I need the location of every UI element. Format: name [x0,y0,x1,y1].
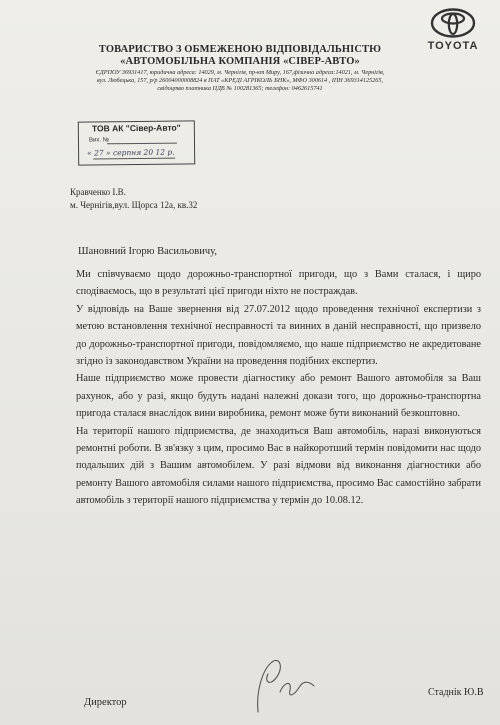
stamp-number-line [107,143,177,145]
requisites-line2: вул. Любецька, 157, р/р 26004000008824 в ПАТ «КРЕДІ АГРІКОЛЬ БНК», МФО 300614 , ІПН 369314125265, [96,77,383,85]
paragraph: Наше підприємство може провести діагностику або ремонт Вашого автомобіля за Ваш рахунок, або у разі, якщо будуть надані належні докази того, що дорожньо-транспортна пригода сталася внаслідок вини виробника, ремонт може бути виконаний безкоштовно. [76,373,481,420]
registration-stamp [78,120,195,165]
requisites-line1: ЄДРПОУ 36931417, юридична адреса: 14029, м. Чернігів, пр-кт Миру, 167,фізична адреса:14021, м. Чернігів, [95,69,385,77]
stamp-date: « 27 » серпня 20 12 р. [87,147,175,158]
company-name [70,44,410,68]
letterhead [70,44,410,93]
company-name-line2: «АВТОМОБІЛЬНА КОМПАНІЯ «СІВЕР-АВТО» [120,56,360,68]
handwritten-signature [250,652,320,718]
paragraph: На території нашого підприємства, де знаходиться Ваш автомобіль, наразі виконуються ремонтні роботи. В зв'язку з цим, просимо Вас в найкоротший термін повідомити нас щодо подальших дій з Вашим автомобілем. У разі відмови від виконання діагностики або ремонту Вашого автомобіля силами нашого підприємства, просимо Вас самостійно забрати автомобіль з території нашого підприємства у термін до 10.08.12. [76,425,481,507]
addressee-block [70,186,197,212]
stamp-number-label: Вих. № [88,137,110,144]
stamp-date-line [93,158,175,160]
toyota-emblem-icon [430,8,476,38]
paragraph: У відповідь на Ваше звернення від 27.07.2012 щодо проведення технічної експертизи з метою встановлення технічної несправності та винних в даній несправності, що призвело до дорожньо-транспортної пригоди, повідомляємо, що наше підприємство не акредитоване згідно із законодавством України на проведення подібних експертиз. [76,303,481,368]
stamp-company: ТОВ АК "Сівер-Авто" [91,122,181,134]
addressee-name: Кравченко І.В. [70,187,126,197]
addressee-address: м. Чернігів,вул. Щорса 12а, кв.32 [70,200,198,210]
signer-position: Директор [84,697,127,708]
signer-name: Стаднік Ю.В [428,687,484,698]
greeting: Шановний Ігорю Васильовичу, [78,246,217,257]
company-name-line1: ТОВАРИСТВО З ОБМЕЖЕНОЮ ВІДПОВІДАЛЬНІСТЮ [98,44,382,55]
requisites-line3: свідоцтво платника ПДВ № 100281365; телефон: 0462615741 [157,85,323,93]
paragraph: Ми співчуваємо щодо дорожньо-транспортної пригоди, що з Вами сталася, і щиро сподіваємось, що в результаті цієї пригоди ніхто не постраждав. [76,269,481,298]
toyota-logo [418,8,488,70]
logo-wordmark: TOYOTA [427,40,479,52]
letter-body [76,266,481,510]
